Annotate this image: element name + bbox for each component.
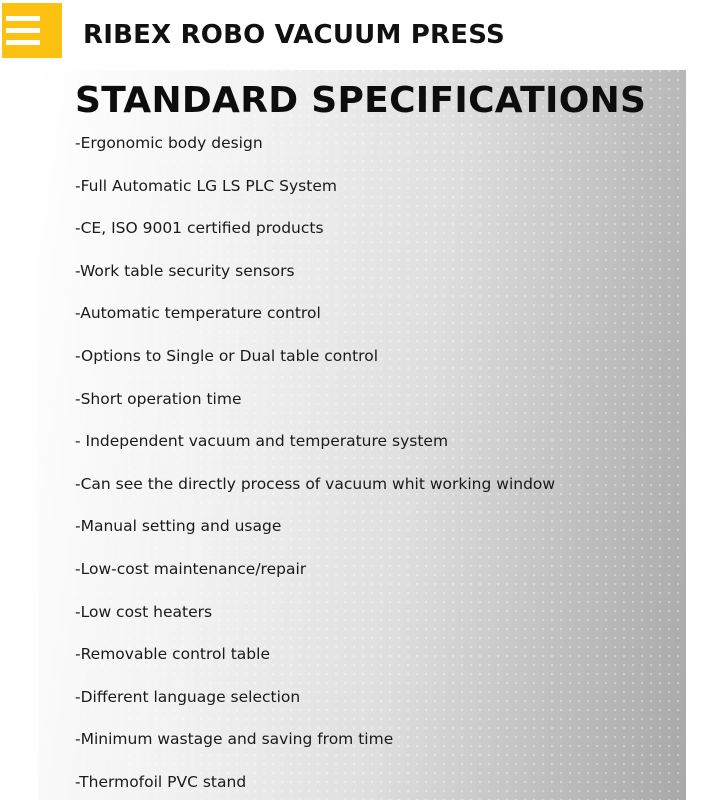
spec-item: -Ergonomic body design <box>75 134 263 152</box>
spec-item: -Work table security sensors <box>75 261 295 280</box>
spec-item: -Automatic temperature control <box>75 304 321 323</box>
spec-item: -Minimum wastage and saving from time <box>75 730 394 749</box>
specifications-heading: STANDARD SPECIFICATIONS <box>75 80 647 121</box>
spec-item: -Low-cost maintenance/repair <box>75 559 307 578</box>
spec-item: -Removable control table <box>75 645 270 664</box>
specifications-panel <box>38 70 686 800</box>
spec-item: -Low cost heaters <box>75 602 213 621</box>
spec-item: -Full Automatic LG LS PLC System <box>75 176 337 195</box>
menu-bar <box>6 40 40 45</box>
spec-item: -Manual setting and usage <box>75 517 282 536</box>
specifications-list <box>75 131 555 800</box>
spec-item: -Can see the directly process of vacuum whit working window <box>75 474 556 493</box>
hamburger-menu-icon[interactable] <box>2 3 62 58</box>
spec-item: -Short operation time <box>75 389 242 408</box>
spec-item: -CE, ISO 9001 certified products <box>75 219 324 238</box>
spec-item: -Options to Single or Dual table control <box>75 346 379 365</box>
spec-item: -Different language selection <box>75 687 301 706</box>
menu-bar <box>6 28 40 33</box>
menu-bar <box>6 16 40 21</box>
site-header <box>0 0 725 70</box>
spec-item: - Independent vacuum and temperature system <box>75 432 449 451</box>
site-title: RIBEX ROBO VACUUM PRESS <box>83 20 505 50</box>
spec-item: -Thermofoil PVC stand <box>75 772 247 791</box>
